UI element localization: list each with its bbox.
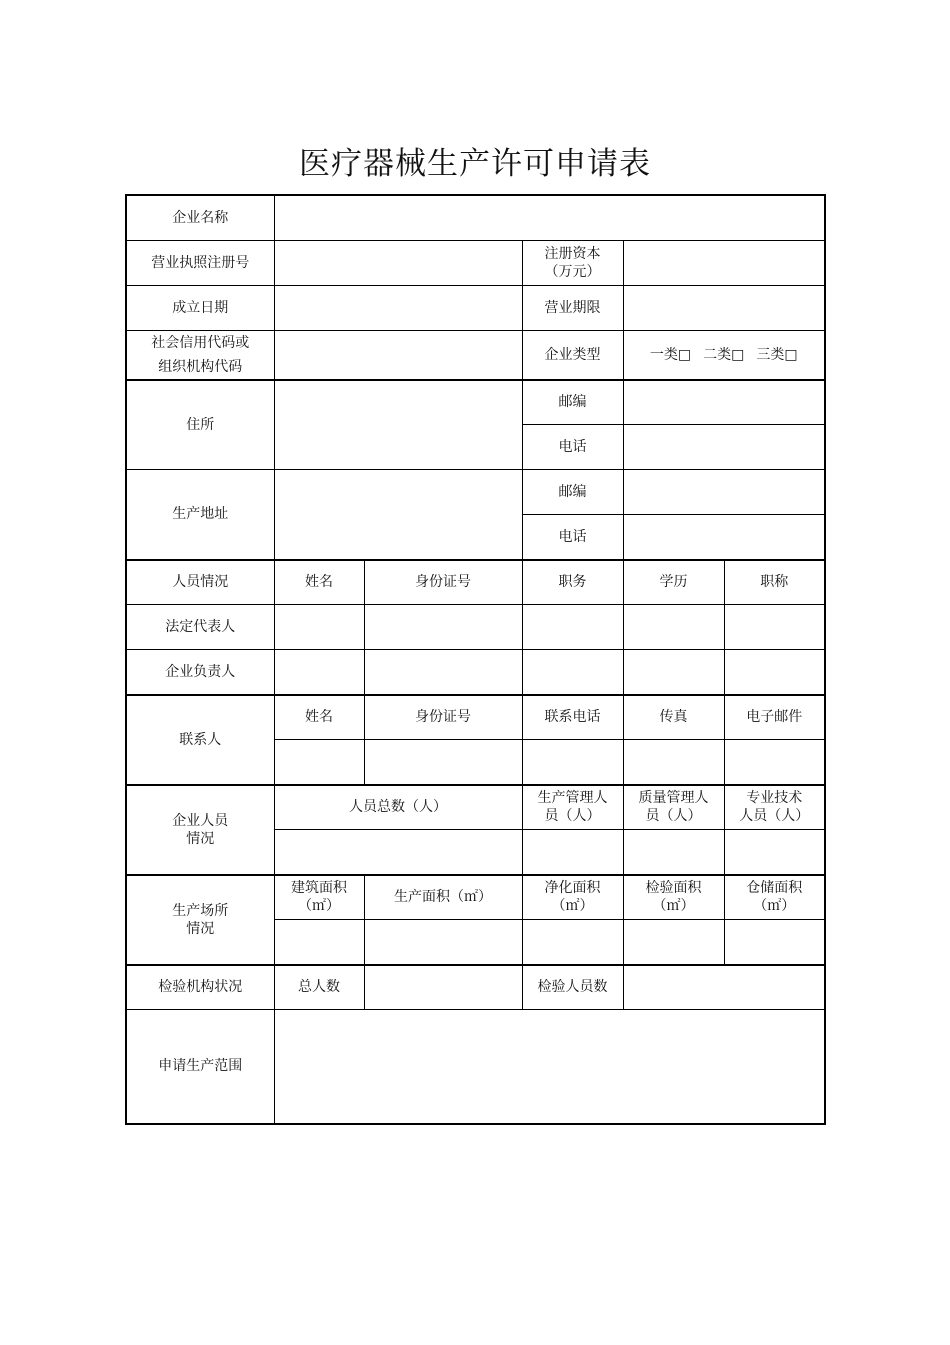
header-title-rank: 职称 xyxy=(724,560,825,605)
field-legal-rep-position[interactable] xyxy=(522,605,623,650)
field-prod-mgmt[interactable] xyxy=(522,830,623,875)
field-legal-rep-title[interactable] xyxy=(724,605,825,650)
header-position: 职务 xyxy=(522,560,623,605)
field-production-area[interactable] xyxy=(364,920,522,965)
label-production-phone: 电话 xyxy=(522,515,623,560)
label-total-people: 总人数 xyxy=(274,965,364,1010)
page-title: 医疗器械生产许可申请表 xyxy=(299,146,651,182)
field-legal-rep-name[interactable] xyxy=(274,605,364,650)
field-term[interactable] xyxy=(623,285,825,330)
label-company-type: 企业类型 xyxy=(522,330,623,380)
header-contact-phone: 联系电话 xyxy=(522,695,623,740)
field-contact-id[interactable] xyxy=(364,740,522,785)
header-storage-area: 仓储面积 （㎡） xyxy=(724,875,825,920)
field-contact-phone[interactable] xyxy=(522,740,623,785)
label-production-address: 生产地址 xyxy=(126,470,274,560)
label-term: 营业期限 xyxy=(522,285,623,330)
field-inspection-staff[interactable] xyxy=(623,965,825,1010)
label-residence: 住所 xyxy=(126,380,274,470)
field-clean-area[interactable] xyxy=(522,920,623,965)
field-manager-education[interactable] xyxy=(623,650,724,695)
header-quality-mgmt: 质量管理人 员（人） xyxy=(623,785,724,830)
field-production-address[interactable] xyxy=(274,470,522,560)
header-id-no: 身份证号 xyxy=(364,560,522,605)
label-reg-capital: 注册资本 （万元） xyxy=(522,240,623,285)
label-contact: 联系人 xyxy=(126,695,274,785)
field-production-postcode[interactable] xyxy=(623,470,825,515)
label-credit-code: 社会信用代码或 组织机构代码 xyxy=(126,330,274,380)
label-company-name: 企业名称 xyxy=(126,195,274,240)
field-total-people[interactable] xyxy=(364,965,522,1010)
field-production-phone[interactable] xyxy=(623,515,825,560)
type-class-2-checkbox[interactable]: 二类□ xyxy=(703,346,745,363)
label-production-postcode: 邮编 xyxy=(522,470,623,515)
field-contact-email[interactable] xyxy=(724,740,825,785)
label-personnel: 人员情况 xyxy=(126,560,274,605)
field-quality-mgmt[interactable] xyxy=(623,830,724,875)
field-license-no[interactable] xyxy=(274,240,522,285)
label-scope: 申请生产范围 xyxy=(126,1010,274,1124)
label-inspection-org: 检验机构状况 xyxy=(126,965,274,1010)
header-name: 姓名 xyxy=(274,560,364,605)
label-founded: 成立日期 xyxy=(126,285,274,330)
header-total-staff: 人员总数（人） xyxy=(274,785,522,830)
field-residence[interactable] xyxy=(274,380,522,470)
label-manager: 企业负责人 xyxy=(126,650,274,695)
field-company-name[interactable] xyxy=(274,195,825,240)
header-prod-mgmt: 生产管理人 员（人） xyxy=(522,785,623,830)
label-license-no: 营业执照注册号 xyxy=(126,240,274,285)
type-class-3-checkbox[interactable]: 三类□ xyxy=(756,346,798,363)
label-inspection-staff: 检验人员数 xyxy=(522,965,623,1010)
field-residence-phone[interactable] xyxy=(623,425,825,470)
field-contact-name[interactable] xyxy=(274,740,364,785)
field-storage-area[interactable] xyxy=(724,920,825,965)
field-legal-rep-education[interactable] xyxy=(623,605,724,650)
field-manager-title[interactable] xyxy=(724,650,825,695)
label-residence-postcode: 邮编 xyxy=(522,380,623,425)
header-fax: 传真 xyxy=(623,695,724,740)
label-residence-phone: 电话 xyxy=(522,425,623,470)
label-staff: 企业人员 情况 xyxy=(126,785,274,875)
header-inspection-area: 检验面积 （㎡） xyxy=(623,875,724,920)
header-contact-name: 姓名 xyxy=(274,695,364,740)
header-email: 电子邮件 xyxy=(724,695,825,740)
type-class-1-checkbox[interactable]: 一类□ xyxy=(649,346,692,363)
field-credit-code[interactable] xyxy=(274,330,522,380)
field-tech-staff[interactable] xyxy=(724,830,825,875)
field-reg-capital[interactable] xyxy=(623,240,825,285)
company-type-options xyxy=(623,330,825,380)
label-legal-rep: 法定代表人 xyxy=(126,605,274,650)
field-residence-postcode[interactable] xyxy=(623,380,825,425)
field-manager-name[interactable] xyxy=(274,650,364,695)
field-manager-id[interactable] xyxy=(364,650,522,695)
header-clean-area: 净化面积 （㎡） xyxy=(522,875,623,920)
field-contact-fax[interactable] xyxy=(623,740,724,785)
application-form xyxy=(125,194,826,1125)
header-contact-id: 身份证号 xyxy=(364,695,522,740)
field-manager-position[interactable] xyxy=(522,650,623,695)
header-tech-staff: 专业技术 人员（人） xyxy=(724,785,825,830)
field-legal-rep-id[interactable] xyxy=(364,605,522,650)
header-education: 学历 xyxy=(623,560,724,605)
field-inspection-area[interactable] xyxy=(623,920,724,965)
field-building-area[interactable] xyxy=(274,920,364,965)
field-total-staff[interactable] xyxy=(274,830,522,875)
header-production-area: 生产面积（㎡） xyxy=(364,875,522,920)
header-building-area: 建筑面积 （㎡） xyxy=(274,875,364,920)
field-scope[interactable] xyxy=(274,1010,825,1124)
field-founded[interactable] xyxy=(274,285,522,330)
label-site: 生产场所 情况 xyxy=(126,875,274,965)
